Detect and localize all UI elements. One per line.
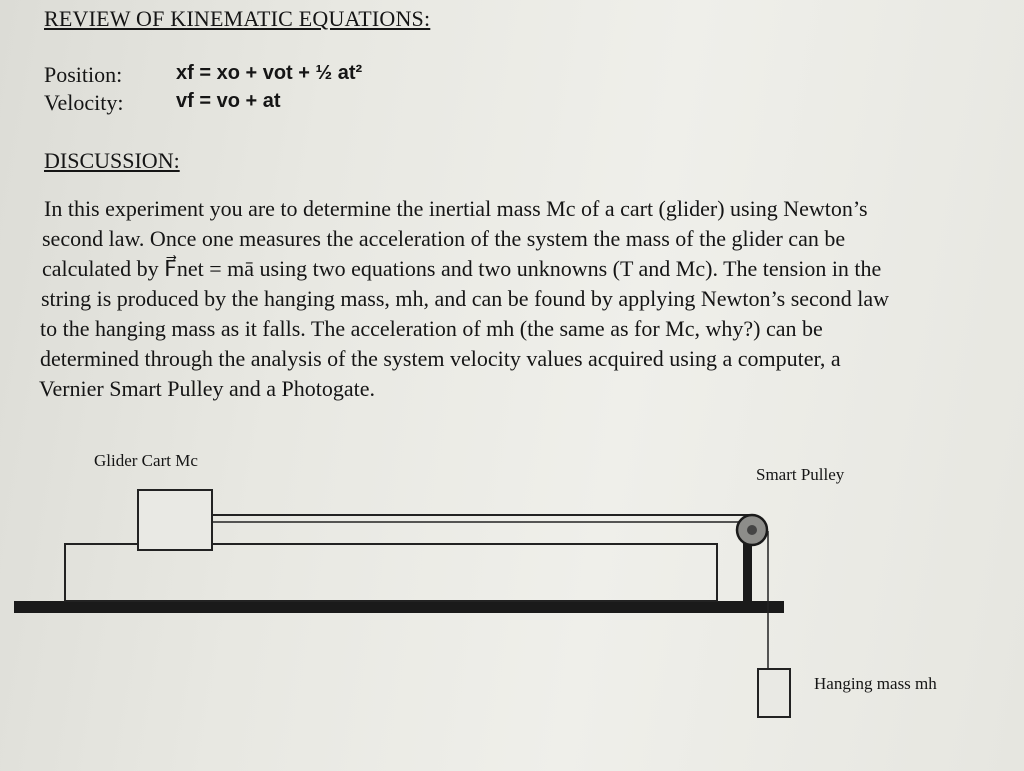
discussion-line-4: string is produced by the hanging mass, mh, and can be found by applying Newton’s second law — [41, 286, 890, 311]
smart-pulley-label: Smart Pulley — [756, 465, 845, 484]
discussion-line-6: determined through the analysis of the system velocity values acquired using a computer, a — [40, 346, 841, 371]
table-surface — [14, 601, 784, 613]
position-equation: xf = xo + vot + ½ at² — [176, 62, 363, 84]
hanging-mass — [758, 669, 790, 717]
air-track — [65, 544, 717, 601]
glider-cart — [138, 490, 212, 550]
velocity-label: Velocity: — [44, 90, 124, 115]
velocity-equation: vf = vo + at — [176, 90, 281, 112]
discussion-heading: DISCUSSION: — [44, 148, 180, 173]
position-label: Position: — [44, 62, 123, 87]
hanging-mass-label: Hanging mass mh — [814, 674, 937, 693]
discussion-line-1: In this experiment you are to determine the inertial mass Mc of a cart (glider) using Newton’s — [44, 196, 868, 221]
pulley-axle — [747, 525, 757, 535]
page-title: REVIEW OF KINEMATIC EQUATIONS: — [44, 6, 431, 31]
discussion-line-5: to the hanging mass as it falls. The acceleration of mh (the same as for Mc, why?) can be — [40, 316, 823, 341]
discussion-line-2: second law. Once one measures the acceleration of the system the mass of the glider can be — [42, 226, 846, 251]
glider-cart-label: Glider Cart Mc — [94, 451, 198, 470]
discussion-line-7: Vernier Smart Pulley and a Photogate. — [39, 376, 376, 401]
discussion-line-3: calculated by F⃗net = mā using two equations and two unknowns (T and Mc). The tension in the — [42, 256, 882, 281]
